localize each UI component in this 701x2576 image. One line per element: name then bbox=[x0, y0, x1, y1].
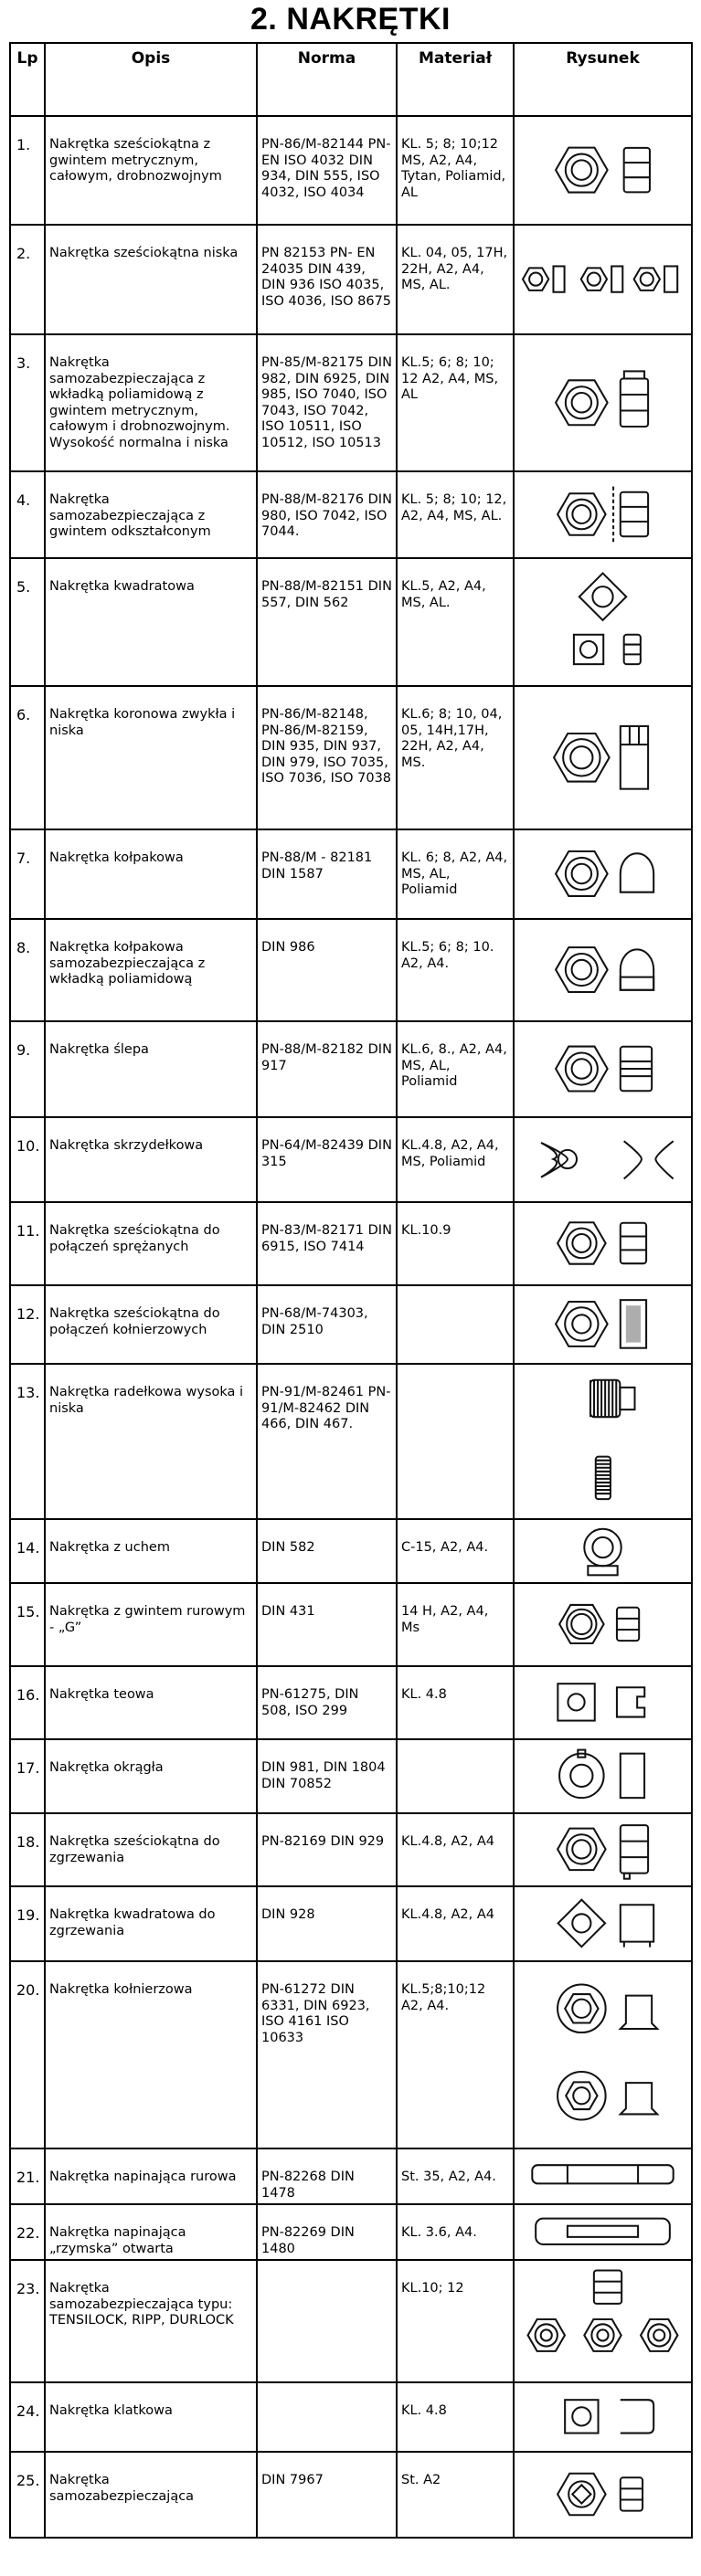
row-standard: DIN 928 bbox=[257, 1886, 397, 1961]
row-number: 18. bbox=[10, 1813, 45, 1886]
table-row bbox=[10, 1666, 692, 1739]
table-row bbox=[10, 2260, 692, 2382]
table-row bbox=[10, 334, 692, 471]
table-row bbox=[10, 558, 692, 686]
row-standard: PN-88/M-82151 DIN 557, DIN 562 bbox=[257, 558, 397, 686]
table-row bbox=[10, 1202, 692, 1285]
header-lp: Lp bbox=[10, 43, 45, 116]
row-number: 22. bbox=[10, 2204, 45, 2260]
header-opis: Opis bbox=[45, 43, 257, 116]
square-nut-icon bbox=[515, 559, 691, 684]
row-standard: PN-61272 DIN 6331, DIN 6923, ISO 4161 ISO 10633 bbox=[257, 1961, 397, 2148]
row-material: St. A2 bbox=[397, 2452, 514, 2538]
row-description: Nakrętka kwadratowa bbox=[45, 558, 257, 686]
row-description: Nakrętka kołnierzowa bbox=[45, 1961, 257, 2148]
row-drawing bbox=[514, 2382, 692, 2452]
square-weld-nut-icon bbox=[515, 1887, 691, 1959]
row-material: KL.10; 12 bbox=[397, 2260, 514, 2382]
row-material bbox=[397, 1285, 514, 1364]
row-description: Nakrętka radełkowa wysoka i niska bbox=[45, 1364, 257, 1519]
row-standard: DIN 7967 bbox=[257, 2452, 397, 2538]
table-row bbox=[10, 1813, 692, 1886]
row-material: KL. 5; 8; 10;12 MS, A2, A4, Tytan, Poliamid, AL bbox=[397, 116, 514, 225]
row-number: 6. bbox=[10, 686, 45, 829]
row-material: KL. 6; 8, A2, A4, MS, AL, Poliamid bbox=[397, 829, 514, 919]
row-material bbox=[397, 1364, 514, 1519]
row-standard: PN-88/M-82182 DIN 917 bbox=[257, 1021, 397, 1117]
row-description: Nakrętka napinająca rurowa bbox=[45, 2148, 257, 2204]
row-material: KL.4.8, A2, A4 bbox=[397, 1813, 514, 1886]
row-drawing bbox=[514, 1583, 692, 1666]
row-drawing bbox=[514, 1285, 692, 1364]
prevailing-torque-nut-icon bbox=[515, 472, 691, 556]
hex-nut-icon bbox=[515, 117, 691, 223]
row-number: 20. bbox=[10, 1961, 45, 2148]
header-rysunek: Rysunek bbox=[514, 43, 692, 116]
row-number: 14. bbox=[10, 1519, 45, 1583]
row-material: KL. 4.8 bbox=[397, 1666, 514, 1739]
row-standard: PN-86/M-82144 PN-EN ISO 4032 DIN 934, DIN 555, ISO 4032, ISO 4034 bbox=[257, 116, 397, 225]
row-number: 13. bbox=[10, 1364, 45, 1519]
row-description: Nakrętka sześciokątna do zgrzewania bbox=[45, 1813, 257, 1886]
blind-nut-icon bbox=[515, 1022, 691, 1115]
castle-nut-icon bbox=[515, 687, 691, 829]
row-material: KL.5, A2, A4, MS, AL. bbox=[397, 558, 514, 686]
row-material: KL.5; 6; 8; 10. A2, A4. bbox=[397, 919, 514, 1021]
row-description: Nakrętka kwadratowa do zgrzewania bbox=[45, 1886, 257, 1961]
row-drawing bbox=[514, 1666, 692, 1739]
table-row bbox=[10, 2382, 692, 2452]
table-row bbox=[10, 2452, 692, 2538]
row-drawing bbox=[514, 558, 692, 686]
row-material: KL.4.8, A2, A4 bbox=[397, 1886, 514, 1961]
nuts-table bbox=[9, 42, 693, 2539]
row-material: KL. 3.6, A4. bbox=[397, 2204, 514, 2260]
cap-nut-icon bbox=[515, 830, 691, 917]
row-number: 1. bbox=[10, 116, 45, 225]
row-standard: PN 82153 PN- EN 24035 DIN 439, DIN 936 ISO 4035, ISO 4036, ISO 8675 bbox=[257, 225, 397, 334]
row-standard: DIN 986 bbox=[257, 919, 397, 1021]
row-description: Nakrętka kołpakowa samozabezpieczająca z wkładką poliamidową bbox=[45, 919, 257, 1021]
flange-nut-icon bbox=[515, 1962, 691, 2148]
row-number: 23. bbox=[10, 2260, 45, 2382]
row-description: Nakrętka napinająca „rzymska” otwarta bbox=[45, 2204, 257, 2260]
row-description: Nakrętka skrzydełkowa bbox=[45, 1117, 257, 1202]
table-row bbox=[10, 829, 692, 919]
table-row bbox=[10, 1021, 692, 1117]
table-row bbox=[10, 1519, 692, 1583]
row-standard bbox=[257, 2382, 397, 2452]
table-row bbox=[10, 686, 692, 829]
row-number: 10. bbox=[10, 1117, 45, 1202]
row-standard: PN-86/M-82148, PN-86/M-82159, DIN 935, DIN 937, DIN 979, ISO 7035, ISO 7036, ISO 7038 bbox=[257, 686, 397, 829]
row-material: KL. 4.8 bbox=[397, 2382, 514, 2452]
row-drawing bbox=[514, 2452, 692, 2538]
round-nut-icon bbox=[515, 1740, 691, 1811]
row-drawing bbox=[514, 1886, 692, 1961]
row-standard: PN-82169 DIN 929 bbox=[257, 1813, 397, 1886]
row-number: 9. bbox=[10, 1021, 45, 1117]
row-drawing bbox=[514, 334, 692, 471]
table-row bbox=[10, 471, 692, 558]
row-material: KL.4.8, A2, A4, MS, Poliamid bbox=[397, 1117, 514, 1202]
eye-nut-icon bbox=[515, 1520, 691, 1581]
row-standard: PN-88/M-82176 DIN 980, ISO 7042, ISO 7044. bbox=[257, 471, 397, 558]
row-material: KL.5;8;10;12 A2, A4. bbox=[397, 1961, 514, 2148]
row-standard: PN-85/M-82175 DIN 982, DIN 6925, DIN 985, ISO 7040, ISO 7043, ISO 7042, ISO 10511, ISO 10512, ISO 10513 bbox=[257, 334, 397, 471]
row-number: 4. bbox=[10, 471, 45, 558]
table-row bbox=[10, 1739, 692, 1813]
row-number: 2. bbox=[10, 225, 45, 334]
table-row bbox=[10, 2148, 692, 2204]
row-description: Nakrętka z gwintem rurowym - „G” bbox=[45, 1583, 257, 1666]
row-number: 5. bbox=[10, 558, 45, 686]
thin-hex-nut-icon bbox=[515, 226, 691, 333]
row-number: 16. bbox=[10, 1666, 45, 1739]
row-description: Nakrętka klatkowa bbox=[45, 2382, 257, 2452]
row-description: Nakrętka z uchem bbox=[45, 1519, 257, 1583]
row-number: 15. bbox=[10, 1583, 45, 1666]
row-drawing bbox=[514, 1519, 692, 1583]
row-standard: DIN 431 bbox=[257, 1583, 397, 1666]
table-row bbox=[10, 116, 692, 225]
row-drawing bbox=[514, 2204, 692, 2260]
table-row bbox=[10, 1961, 692, 2148]
row-number: 21. bbox=[10, 2148, 45, 2204]
table-row bbox=[10, 919, 692, 1021]
locking-cap-nut-icon bbox=[515, 920, 691, 1019]
table-row bbox=[10, 1886, 692, 1961]
knurled-nut-icon bbox=[515, 1365, 691, 1518]
row-drawing bbox=[514, 1364, 692, 1519]
row-standard: DIN 582 bbox=[257, 1519, 397, 1583]
row-drawing bbox=[514, 829, 692, 919]
row-standard: PN-91/M-82461 PN-91/M-82462 DIN 466, DIN 467. bbox=[257, 1364, 397, 1519]
row-number: 17. bbox=[10, 1739, 45, 1813]
row-drawing bbox=[514, 2260, 692, 2382]
row-description: Nakrętka sześciokątna do połączeń kołnierzowych bbox=[45, 1285, 257, 1364]
row-description: Nakrętka samozabezpieczająca z wkładką poliamidową z gwintem metrycznym, całowym i drobnozwojnym. Wysokość normalna i niska bbox=[45, 334, 257, 471]
row-description: Nakrętka teowa bbox=[45, 1666, 257, 1739]
self-locking-counter-nut-icon bbox=[515, 2453, 691, 2536]
row-number: 3. bbox=[10, 334, 45, 471]
row-material: KL. 04, 05, 17H, 22H, A2, A4, MS, AL. bbox=[397, 225, 514, 334]
row-standard: DIN 981, DIN 1804 DIN 70852 bbox=[257, 1739, 397, 1813]
row-description: Nakrętka samozabezpieczająca bbox=[45, 2452, 257, 2538]
row-description: Nakrętka kołpakowa bbox=[45, 829, 257, 919]
row-drawing bbox=[514, 225, 692, 334]
row-number: 11. bbox=[10, 1202, 45, 1285]
row-description: Nakrętka sześciokątna z gwintem metrycznym, całowym, drobnozwojnym bbox=[45, 116, 257, 225]
row-material: KL.6; 8; 10, 04, 05, 14H,17H, 22H, A2, A4, MS. bbox=[397, 686, 514, 829]
table-row bbox=[10, 1117, 692, 1202]
structural-hex-nut-icon bbox=[515, 1203, 691, 1283]
row-number: 19. bbox=[10, 1886, 45, 1961]
serrated-lock-nut-icon bbox=[515, 2261, 691, 2381]
row-standard: PN-82268 DIN 1478 bbox=[257, 2148, 397, 2204]
row-material: 14 H, A2, A4, Ms bbox=[397, 1583, 514, 1666]
row-material: St. 35, A2, A4. bbox=[397, 2148, 514, 2204]
row-standard bbox=[257, 2260, 397, 2382]
row-description: Nakrętka koronowa zwykła i niska bbox=[45, 686, 257, 829]
row-material: KL.10.9 bbox=[397, 1202, 514, 1285]
row-description: Nakrętka ślepa bbox=[45, 1021, 257, 1117]
row-material: KL. 5; 8; 10; 12, A2, A4, MS, AL. bbox=[397, 471, 514, 558]
row-description: Nakrętka okrągła bbox=[45, 1739, 257, 1813]
row-drawing bbox=[514, 2148, 692, 2204]
row-drawing bbox=[514, 471, 692, 558]
row-material bbox=[397, 1739, 514, 1813]
table-row bbox=[10, 225, 692, 334]
row-standard: PN-64/M-82439 DIN 315 bbox=[257, 1117, 397, 1202]
table-body bbox=[10, 116, 692, 2538]
row-number: 7. bbox=[10, 829, 45, 919]
wing-nut-icon bbox=[515, 1118, 691, 1200]
t-slot-nut-icon bbox=[515, 1667, 691, 1737]
tube-turnbuckle-icon bbox=[515, 2149, 691, 2200]
pipe-thread-nut-icon bbox=[515, 1584, 691, 1664]
row-description: Nakrętka samozabezpieczająca typu: TENSILOCK, RIPP, DURLOCK bbox=[45, 2260, 257, 2382]
row-drawing bbox=[514, 1813, 692, 1886]
row-description: Nakrętka sześciokątna do połączeń sprężanych bbox=[45, 1202, 257, 1285]
row-standard: PN-88/M - 82181 DIN 1587 bbox=[257, 829, 397, 919]
row-drawing bbox=[514, 1202, 692, 1285]
table-row bbox=[10, 2204, 692, 2260]
header-norma: Norma bbox=[257, 43, 397, 116]
row-drawing bbox=[514, 116, 692, 225]
table-row bbox=[10, 1364, 692, 1519]
header-material: Materiał bbox=[397, 43, 514, 116]
row-drawing bbox=[514, 1739, 692, 1813]
row-drawing bbox=[514, 919, 692, 1021]
table-header-row bbox=[10, 43, 692, 116]
row-description: Nakrętka samozabezpieczająca z gwintem odkształconym bbox=[45, 471, 257, 558]
row-material: KL.5; 6; 8; 10; 12 A2, A4, MS, AL bbox=[397, 334, 514, 471]
row-material: C-15, A2, A4. bbox=[397, 1519, 514, 1583]
table-row bbox=[10, 1285, 692, 1364]
page-title: 2. NAKRĘTKI bbox=[250, 2, 451, 37]
row-standard: PN-61275, DIN 508, ISO 299 bbox=[257, 1666, 397, 1739]
row-number: 25. bbox=[10, 2452, 45, 2538]
row-material: KL.6, 8., A2, A4, MS, AL, Poliamid bbox=[397, 1021, 514, 1117]
row-drawing bbox=[514, 1961, 692, 2148]
cage-nut-icon bbox=[515, 2383, 691, 2450]
row-description: Nakrętka sześciokątna niska bbox=[45, 225, 257, 334]
row-standard: PN-68/M-74303, DIN 2510 bbox=[257, 1285, 397, 1364]
row-drawing bbox=[514, 686, 692, 829]
row-number: 8. bbox=[10, 919, 45, 1021]
row-drawing bbox=[514, 1117, 692, 1202]
nylon-insert-nut-icon bbox=[515, 335, 691, 470]
row-number: 24. bbox=[10, 2382, 45, 2452]
hex-weld-nut-icon bbox=[515, 1814, 691, 1884]
row-drawing bbox=[514, 1021, 692, 1117]
row-standard: PN-82269 DIN 1480 bbox=[257, 2204, 397, 2260]
row-number: 12. bbox=[10, 1285, 45, 1364]
row-standard: PN-83/M-82171 DIN 6915, ISO 7414 bbox=[257, 1202, 397, 1285]
open-turnbuckle-icon bbox=[515, 2205, 691, 2258]
table-row bbox=[10, 1583, 692, 1666]
flange-connection-nut-icon bbox=[515, 1286, 691, 1362]
